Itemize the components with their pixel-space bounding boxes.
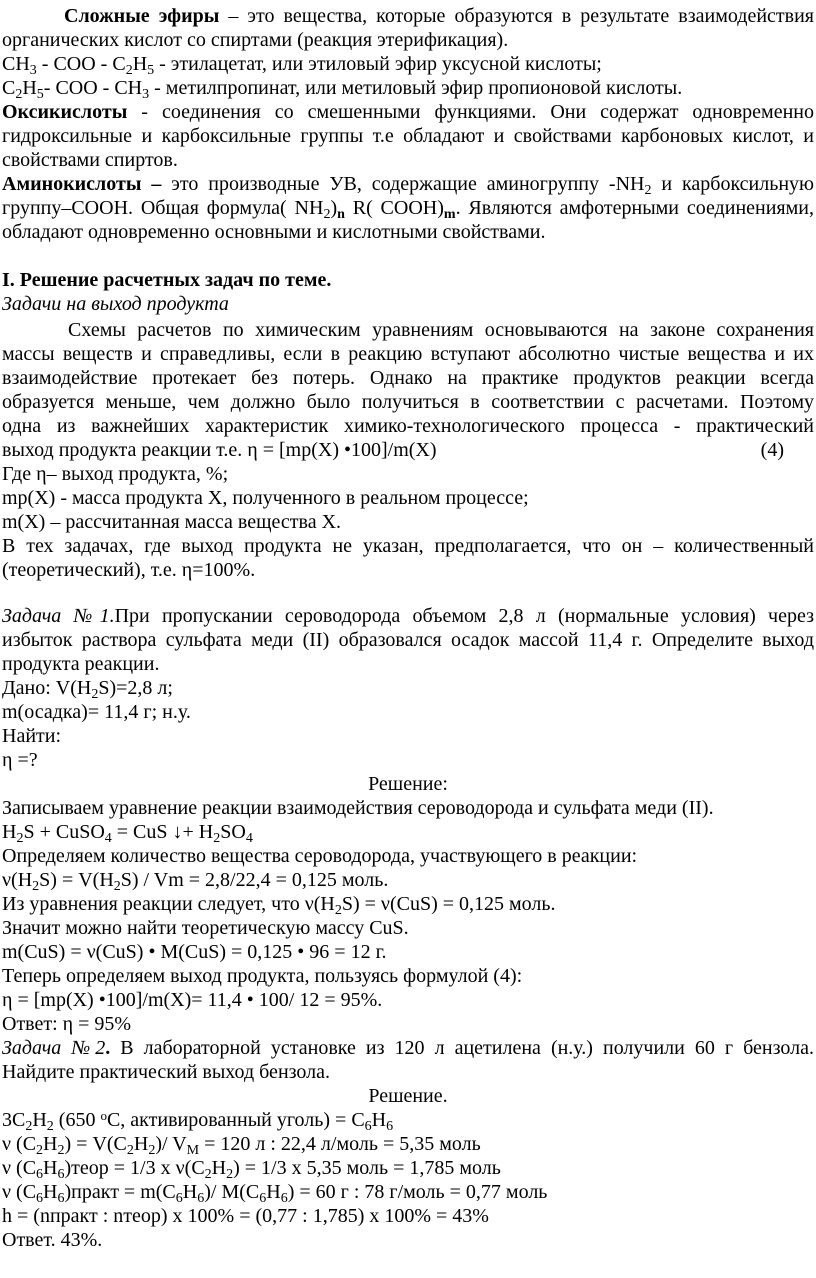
task1-solution-heading: Решение: xyxy=(368,773,448,795)
theory-line-10: В тех задачах, где выход продукта не указан, предполагается, что он – количественный xyxy=(2,535,814,557)
task1-line-2: избыток раствора сульфата меди (II) образовался осадок массой 11,4 г. Определите выход xyxy=(2,629,814,651)
theory-line-9: m(X) – рассчитанная масса вещества X. xyxy=(2,511,342,533)
section-heading: I. Решение расчетных задач по теме. xyxy=(2,269,332,291)
task2-line-2: Найдите практический выход бензола. xyxy=(2,1061,331,1083)
task1-find: Найти: xyxy=(2,725,62,747)
task1-step-6: m(CuS) = ν(CuS) • M(CuS) = 0,125 • 96 = 12 г. xyxy=(2,941,387,963)
esters-line-2: органических кислот со спиртами (реакция этерификация). xyxy=(2,29,509,51)
task1-line-1: Задача №1.При пропускании сероводорода объемом 2,8 л (нормальные условия) через xyxy=(2,605,815,627)
task1-step-8: η = [mр(X) •100]/m(X)= 11,4 • 100/ 12 = 95%. xyxy=(2,989,383,1011)
task1-given-1: Дано: $V(H_2S)=2,8$ л; xyxy=(2,677,173,702)
task2-calc-3: ν $(C_6H_6)практ = m(C_6H_6)/$ $M(C_6H_6) = 60$ г : 78 г/моль = 0,77 моль xyxy=(2,1181,548,1206)
amino-term: Аминокислоты – xyxy=(2,173,172,195)
task1-label: Задача №1. xyxy=(2,605,115,627)
task2-label: Задача №2 xyxy=(2,1037,106,1059)
task1-equation: $H_2S$ + CuSO$_4$ = CuS ↓+ $H_2SO_4$ xyxy=(2,821,253,846)
hydroxy-line-1: Оксикислоты - соединения со смешенными функциями. Они содержат одновременно xyxy=(2,101,814,123)
task2-line-1: Задача №2. В лабораторной установке из 120 л ацетилена (н.у.) получили 60 г бензола. xyxy=(2,1037,815,1059)
task2-solution-heading: Решение. xyxy=(368,1085,448,1107)
task1-step-4: Из уравнения реакции следует, что $\nu(H_2S) = \nu(CuS) = 0,125$ моль. xyxy=(2,893,556,918)
task1-find-value: η =? xyxy=(2,749,38,771)
esters-term: Сложные эфиры xyxy=(64,5,220,27)
yield-formula: выход продукта реакции т.е. η = [mр(X) •100]/m(X) xyxy=(2,439,437,461)
task1-line-3: продукта реакции. xyxy=(2,653,160,675)
hydroxy-line-2: гидроксильные и карбоксильные группы т.е обладают и свойствами карбоновых кислот, и xyxy=(2,125,814,147)
theory-line-3: взаимодействие протекает без потерь. Однако на практике продуктов реакции всегда xyxy=(2,367,814,389)
task1-answer: Ответ: η = 95% xyxy=(2,1013,132,1035)
task2-calc-4: h = (nпракт : nтеор) x 100% = (0,77 : 1,785) x 100% = 43% xyxy=(2,1205,489,1227)
task1-step-2: Определяем количество вещества сероводорода, участвующего в реакции: xyxy=(2,845,638,867)
task1-given-2: m(осадка)= 11,4 г; н.у. xyxy=(2,701,191,723)
theory-line-7: Где η– выход продукта, %; xyxy=(2,463,229,485)
task2-reaction: $3C_2H_2$ (650 $^o$C, активированный уголь) = $C_6H_6$ xyxy=(2,1108,394,1134)
task1-step-1: Записываем уравнение реакции взаимодействия сероводорода и сульфата меди (II). xyxy=(2,797,714,819)
yield-formula-line xyxy=(2,438,814,462)
task1-step-5: Значит можно найти теоретическую массу CuS. xyxy=(2,917,409,939)
hydroxy-line-3: свойствами спиртов. xyxy=(2,149,178,171)
theory-line-2: массы веществ и справедливы, если в реакцию вступают абсолютно чистые вещества и их xyxy=(2,343,814,365)
task2-calc-2: ν $(C_6H_6)теор = 1/3$ x $\nu(C_2H_2) = 1/3$ x 5,35 моль = 1,785 моль xyxy=(2,1157,501,1182)
task2-calc-1: ν $(C_2H_2) = V(C_2H_2)/$ $V_M = 120$ л : 22,4 л/моль = 5,35 моль xyxy=(2,1133,481,1158)
ester-example-2: $C_2H_5-$ COO - $CH_3$ - метилпропинат, или метиловый эфир пропионовой кислоты. xyxy=(2,77,683,102)
theory-line-11: (теоретический), т.е. η=100%. xyxy=(2,559,256,581)
section-subheading: Задачи на выход продукта xyxy=(2,293,229,315)
amino-line-1: Аминокислоты – это производные УВ, содержащие аминогруппу $-NH_2$ и карбоксильную xyxy=(2,173,815,198)
task2-answer: Ответ. 43%. xyxy=(2,1229,103,1251)
amino-line-3: обладают одновременно основными и кислотными свойствами. xyxy=(2,221,546,243)
theory-line-8: mр(X) - масса продукта X, полученного в реальном процессе; xyxy=(2,487,529,509)
equation-number: (4) xyxy=(760,439,784,461)
theory-line-4: образуется меньше, чем должно было получиться в соответствии с расчетами. Поэтому xyxy=(2,391,814,413)
task1-step-7: Теперь определяем выход продукта, пользуясь формулой (4): xyxy=(2,965,523,987)
ester-example-1: $CH_3$ - COO - $C_2H_5$ - этилацетат, или этиловый эфир уксусной кислоты; xyxy=(2,53,602,78)
task1-step-3: $\nu(H_2S) = V(H_2S) / Vm = 2,8/22,4 = 0,125$ моль. xyxy=(2,869,389,894)
hydroxy-term: Оксикислоты xyxy=(2,101,128,123)
esters-line-1: Сложные эфиры – это вещества, которые образуются в результате взаимодействия xyxy=(64,5,814,27)
theory-line-1: Схемы расчетов по химическим уравнениям основываются на законе сохранения xyxy=(68,319,814,341)
amino-line-2: группу–COOH. Общая формула( $NH_2)_n$ R( $COOH)_m$. Являются амфотерными соединениями, xyxy=(2,197,814,222)
theory-line-5: одна из важнейших характеристик химико-технологического процесса - практический xyxy=(2,415,814,437)
